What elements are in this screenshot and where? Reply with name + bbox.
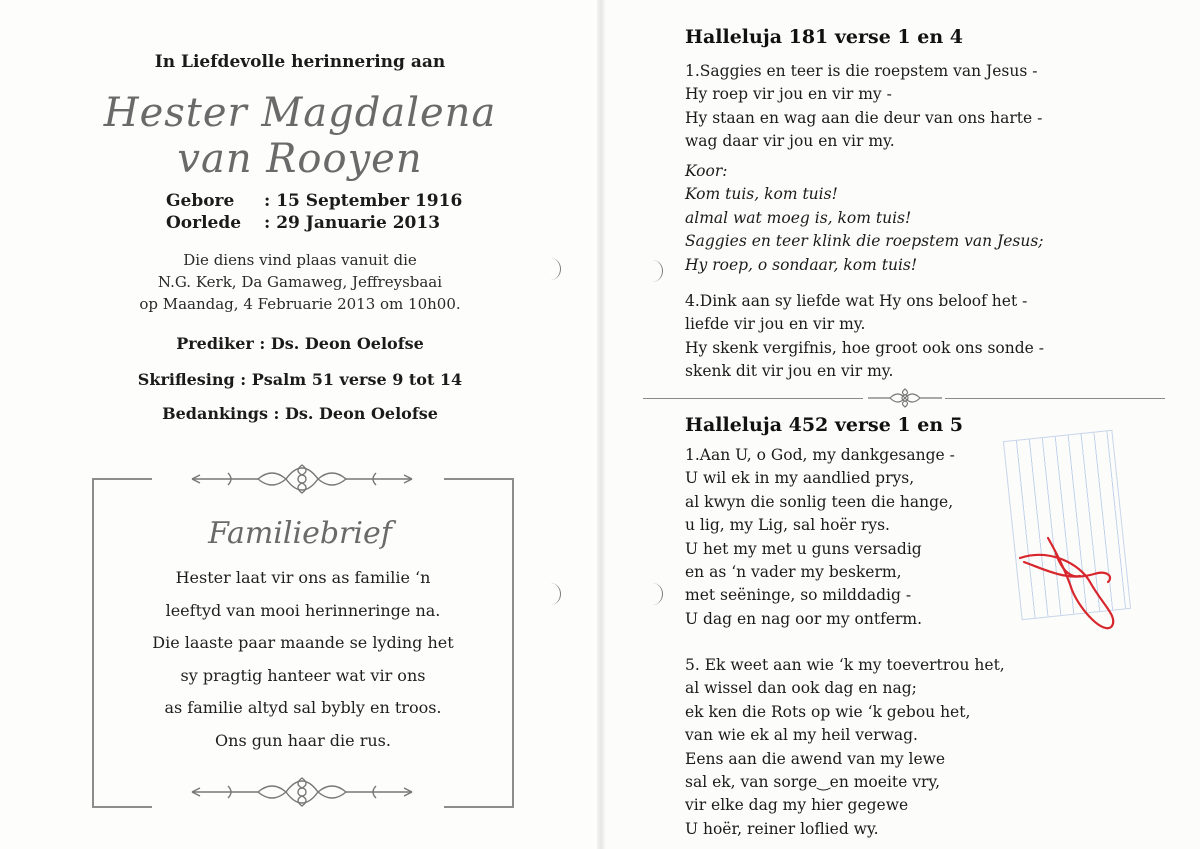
verse-line: Hy skenk vergifnis, hoe groot ook ons sonde - <box>685 338 1044 357</box>
hymn-2-title: Halleluja 452 verse 1 en 5 <box>685 414 964 436</box>
verse-line: en as ‘n vader my beskerm, <box>685 563 902 582</box>
verse-line: 5. Ek weet aan wie ‘k my toevertrou het, <box>685 656 1005 674</box>
verse-line: U wil ek in my aandlied prys, <box>685 469 915 488</box>
deceased-name-line1: Hester Magdalena <box>103 90 497 136</box>
verse-line: U het my met u guns versadig <box>685 539 922 558</box>
life-dates <box>166 190 462 234</box>
family-letter-line: as familie altyd sal bybly en troos. <box>164 698 442 717</box>
verse-line: 1.Aan U, o God, my dankgesange - <box>685 446 955 464</box>
born-row <box>166 190 462 212</box>
family-letter-line: Die laaste paar maande se lyding het <box>152 633 454 652</box>
chorus-line: Koor: <box>685 162 728 180</box>
memory-heading: In Liefdevolle herinnering aan <box>154 52 446 72</box>
verse-line: al kwyn die sonlig teen die hange, <box>685 492 954 511</box>
thanks-line: Bedankings : Ds. Deon Oelofse <box>162 404 438 423</box>
died-row <box>166 212 462 234</box>
verse-line: 1.Saggies en teer is die roepstem van Jesus - <box>685 62 1038 80</box>
died-label: Oorlede <box>166 213 242 233</box>
verse-line: ek ken die Rots op wie ‘k gebou het, <box>685 702 971 721</box>
hymn-1-title: Halleluja 181 verse 1 en 4 <box>685 26 964 48</box>
verse-line: skenk dit vir jou en vir my. <box>685 362 894 381</box>
verse-line: van wie ek al my heil verwag. <box>685 726 918 745</box>
service-line: op Maandag, 4 Februarie 2013 om 10h00. <box>139 295 461 313</box>
hymn-2-verse-5 <box>685 654 1005 841</box>
family-letter-line: Hester laat vir ons as familie ‘n <box>175 568 431 587</box>
divider-ornament-icon <box>866 387 944 409</box>
deceased-name-line2: van Rooyen <box>177 136 423 182</box>
verse-line: u lig, my Lig, sal hoër rys. <box>685 516 890 535</box>
verse-line: liefde vir jou en vir my. <box>685 315 866 334</box>
flourish-ornament-icon <box>188 461 416 497</box>
verse-line: sal ek, van sorge‿en moeite vry, <box>685 773 941 792</box>
scripture-reading-line: Skriflesing : Psalm 51 verse 9 tot 14 <box>137 370 463 389</box>
service-line: Die diens vind plaas vanuit die <box>183 251 417 269</box>
hymn-1-verse-4 <box>685 290 1044 384</box>
chorus-line: Hy roep, o sondaar, kom tuis! <box>685 255 918 274</box>
born-label: Gebore <box>166 191 235 211</box>
verse-line: 4.Dink aan sy liefde wat Hy ons beloof het - <box>685 292 1028 310</box>
family-letter-line: leeftyd van mooi herinneringe na. <box>165 600 441 620</box>
service-details <box>0 249 600 315</box>
hymn-1-verse-1 <box>685 60 1042 154</box>
verse-line: Eens aan die awend van my lewe <box>685 749 946 768</box>
family-letter-line: Ons gun haar die rus. <box>215 730 391 750</box>
verse-line: U dag en nag oor my ontferm. <box>685 609 923 628</box>
verse-line: vir elke dag my hier gegewe <box>685 796 909 815</box>
verse-line: al wissel dan ook dag en nag; <box>685 679 917 698</box>
section-divider <box>945 398 1165 399</box>
family-letter-text <box>92 562 514 757</box>
chorus-line: almal wat moeg is, kom tuis! <box>685 208 912 227</box>
hymn-1-chorus <box>685 160 1044 277</box>
verse-line: Hy staan en wag aan die deur van ons harte - <box>685 108 1043 127</box>
family-letter-title: Familiebrief <box>208 516 392 551</box>
verse-line: Hy roep vir jou en vir my - <box>685 85 892 104</box>
verse-line: U hoër, reiner loflied wy. <box>685 819 879 838</box>
born-value: : 15 September 1916 <box>264 191 463 211</box>
preacher-line: Prediker : Ds. Deon Oelofse <box>176 334 424 353</box>
service-line: N.G. Kerk, Da Gamaweg, Jeffreysbaai <box>157 273 443 291</box>
section-divider <box>643 398 863 399</box>
hymn-2-verse-1 <box>685 444 955 631</box>
died-value: : 29 Januarie 2013 <box>264 213 441 233</box>
flourish-ornament-icon <box>188 774 416 810</box>
family-letter-line: sy pragtig hanteer wat vir ons <box>180 665 426 685</box>
red-scribble-mark <box>1010 530 1126 640</box>
verse-line: wag daar vir jou en vir my. <box>685 132 895 151</box>
verse-line: met seëninge, so milddadig - <box>685 586 912 605</box>
chorus-line: Saggies en teer klink die roepstem van Jesus; <box>685 232 1044 251</box>
chorus-line: Kom tuis, kom tuis! <box>685 185 838 204</box>
